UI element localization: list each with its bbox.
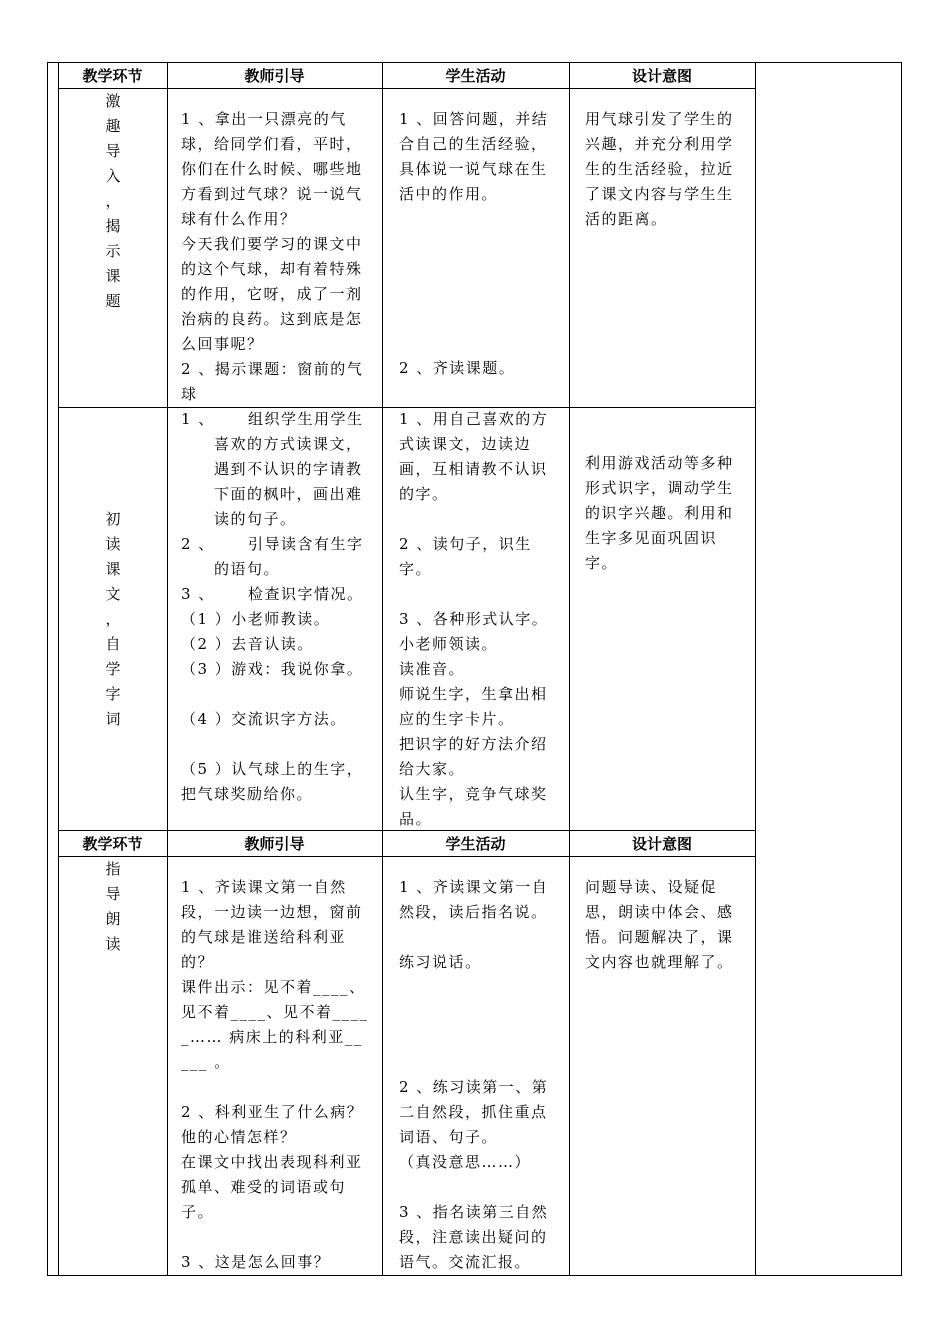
text-line: 的气球是谁送给科利亚 xyxy=(181,928,347,946)
text-line: 喜欢的方式读课文， xyxy=(214,435,363,453)
text-line: 悟。问题解决了，课 xyxy=(585,928,734,946)
text-line: 式读课文，边读边 xyxy=(399,435,532,453)
header-teacher: 教师引导 xyxy=(244,67,305,85)
section-2-teacher xyxy=(181,407,379,807)
text-line: 师说生字，生拿出相 xyxy=(399,685,548,703)
text-line: 了课文内容与学生生 xyxy=(585,185,734,203)
text-line: （3 ）游戏：我说你拿。 xyxy=(181,660,364,678)
text-line: 的语句。 xyxy=(214,560,281,578)
text-line: 合自己的生活经验， xyxy=(399,135,548,153)
text-line: 二自然段，抓住重点 xyxy=(399,1103,548,1121)
section-3-student-2 xyxy=(399,1075,564,1275)
text-line: 1 、拿出一只漂亮的气 xyxy=(181,110,347,128)
column-divider-1 xyxy=(167,62,168,1276)
label-char: 入 xyxy=(105,167,121,185)
text-line: 应的生字卡片。 xyxy=(399,710,515,728)
text-line: 1 、齐读课文第一自然 xyxy=(181,878,347,896)
text-line: 3 、各种形式认字。 xyxy=(399,610,549,628)
column-divider-2 xyxy=(382,62,383,1276)
spacer xyxy=(399,1175,564,1200)
text-line: 引导读含有生字 xyxy=(248,535,364,553)
section-1-design xyxy=(585,107,753,232)
text-line: （4 ）交流识字方法。 xyxy=(181,710,347,728)
text-line: 然段，读后指名说。 xyxy=(399,903,548,921)
section-3-student xyxy=(399,875,564,975)
text-line: 的字。 xyxy=(399,485,449,503)
item-number: 2 、 xyxy=(181,535,215,553)
section-1-student-2 xyxy=(399,356,564,381)
header-design-repeat: 设计意图 xyxy=(631,835,692,853)
text-line: 问题导读、设疑促 xyxy=(585,878,718,896)
text-line: 课件出示：见不着____、 xyxy=(181,978,366,996)
text-line: 生字多见面巩固识 xyxy=(585,529,718,547)
text-line: 孤单、难受的词语或句 xyxy=(181,1178,347,1196)
spacer xyxy=(399,925,564,950)
text-line: 的？ xyxy=(181,953,215,971)
text-line: 段，一边读一边想，窗前 xyxy=(181,903,363,921)
text-line: 么回事呢？ xyxy=(181,335,264,353)
text-line: 活的距离。 xyxy=(585,210,668,228)
header-teacher-repeat: 教师引导 xyxy=(244,835,305,853)
label-char: 词 xyxy=(105,710,121,728)
label-char: 导 xyxy=(105,142,121,160)
text-line: 小老师领读。 xyxy=(399,635,499,653)
text-line: 利用游戏活动等多种 xyxy=(585,454,734,472)
section-1-student xyxy=(399,107,564,207)
text-line: 品。 xyxy=(399,810,433,828)
text-line: 2 、齐读课题。 xyxy=(399,359,516,377)
text-line: 2 、练习读第一、第 xyxy=(399,1078,549,1096)
text-line: 练习说话。 xyxy=(399,953,482,971)
text-line: 球，给同学们看，平时， xyxy=(181,135,363,153)
text-line: 画，互相请教不认识 xyxy=(399,460,548,478)
section-1-label xyxy=(60,89,166,314)
text-line: 见不着____、见不着____ xyxy=(181,1003,369,1021)
label-char: ， xyxy=(105,192,121,210)
text-line: 把识字的好方法介绍 xyxy=(399,735,548,753)
text-line: 3 、这是怎么回事？ xyxy=(181,1253,331,1271)
column-divider-3 xyxy=(569,62,570,1276)
text-line: 的这个气球，却有着特殊 xyxy=(181,260,363,278)
text-line: 1 、回答问题，并结 xyxy=(399,110,549,128)
section-2-student xyxy=(399,407,564,832)
text-line: 生的生活经验，拉近 xyxy=(585,160,734,178)
text-line: 检查识字情况。 xyxy=(248,585,364,603)
text-line: 认生字，竞争气球奖 xyxy=(399,785,548,803)
label-char: 字 xyxy=(105,685,121,703)
text-line: 语气。交流汇报。 xyxy=(399,1253,532,1271)
label-char: 课 xyxy=(105,267,121,285)
teacher-item-3 xyxy=(181,582,379,607)
label-char: 揭 xyxy=(105,217,121,235)
spacer xyxy=(181,682,379,707)
label-char: 初 xyxy=(105,510,121,528)
label-char: 读 xyxy=(105,935,121,953)
header-student: 学生活动 xyxy=(445,67,506,85)
label-char: 导 xyxy=(105,885,121,903)
text-line: 2 、科利亚生了什么病？ xyxy=(181,1103,364,1121)
section-3-teacher xyxy=(181,875,379,1275)
text-line: （2 ）去音认读。 xyxy=(181,635,314,653)
table-right-border xyxy=(755,62,756,1276)
spacer xyxy=(181,1075,379,1100)
label-char: 趣 xyxy=(105,117,121,135)
section-3-design xyxy=(585,875,753,975)
text-line: 方看到过气球？说一说气 xyxy=(181,185,363,203)
text-line: 用气球引发了学生的 xyxy=(585,110,734,128)
text-line: 在课文中找出表现科利亚 xyxy=(181,1153,363,1171)
text-line: 段，注意读出疑问的 xyxy=(399,1228,548,1246)
text-line: ___ 。 xyxy=(181,1053,231,1071)
section-2-label xyxy=(60,507,166,732)
text-line: 今天我们要学习的课文中 xyxy=(181,235,363,253)
text-line: 2 、读句子，识生 xyxy=(399,535,532,553)
label-char: 示 xyxy=(105,242,121,260)
text-line: （5 ）认气球上的生字， xyxy=(181,760,364,778)
text-line: （1 ）小老师教读。 xyxy=(181,610,331,628)
text-line: 思，朗读中体会、感 xyxy=(585,903,734,921)
label-char: 指 xyxy=(105,860,121,878)
text-line: 治病的良药。这到底是怎 xyxy=(181,310,363,328)
text-line: _…… 病床上的科利亚__ xyxy=(181,1028,363,1046)
header-student-repeat: 学生活动 xyxy=(445,835,506,853)
text-line: 兴趣，并充分利用学 xyxy=(585,135,734,153)
header-stage-repeat: 教学环节 xyxy=(82,835,143,853)
section-3-label xyxy=(60,857,166,957)
text-line: 球 xyxy=(181,385,198,403)
text-line: 的识字兴趣。利用和 xyxy=(585,504,734,522)
text-line: 子。 xyxy=(181,1203,215,1221)
label-char: 文 xyxy=(105,585,121,603)
text-line: 下面的枫叶，画出难 xyxy=(214,485,363,503)
item-number: 1 、 xyxy=(181,410,215,428)
text-line: 读的句子。 xyxy=(214,510,297,528)
text-line: 活中的作用。 xyxy=(399,185,499,203)
text-line: 他的心情怎样？ xyxy=(181,1128,297,1146)
label-char: 自 xyxy=(105,635,121,653)
text-line: 3 、指名读第三自然 xyxy=(399,1203,549,1221)
text-line: 把气球奖励给你。 xyxy=(181,785,314,803)
text-line: 组织学生用学生 xyxy=(248,410,364,428)
text-line: 遇到不认识的字请教 xyxy=(214,460,363,478)
section-1-teacher xyxy=(181,107,376,407)
text-line: 字。 xyxy=(399,560,433,578)
label-char: 朗 xyxy=(105,910,121,928)
table-left-border xyxy=(58,62,59,1276)
text-line: 给大家。 xyxy=(399,760,466,778)
label-char: 激 xyxy=(105,92,121,110)
spacer xyxy=(181,732,379,757)
label-char: ， xyxy=(105,610,121,628)
text-line: 词语、句子。 xyxy=(399,1128,499,1146)
header-design: 设计意图 xyxy=(631,67,692,85)
header-stage: 教学环节 xyxy=(82,67,143,85)
label-char: 课 xyxy=(105,560,121,578)
teacher-item-1 xyxy=(181,407,379,532)
text-line: 2 、揭示课题：窗前的气 xyxy=(181,360,364,378)
text-line: 球有什么作用？ xyxy=(181,210,297,228)
text-line: 字。 xyxy=(585,554,619,572)
spacer xyxy=(399,507,564,532)
text-line: 1 、用自己喜欢的方 xyxy=(399,410,549,428)
text-line: 文内容也就理解了。 xyxy=(585,953,734,971)
label-char: 读 xyxy=(105,535,121,553)
label-char: 学 xyxy=(105,660,121,678)
text-line: 读准音。 xyxy=(399,660,466,678)
text-line: 具体说一说气球在生 xyxy=(399,160,548,178)
spacer xyxy=(399,582,564,607)
text-line: 形式识字，调动学生 xyxy=(585,479,734,497)
text-line: （真没意思……） xyxy=(399,1153,532,1171)
spacer xyxy=(181,1225,379,1250)
section-2-design xyxy=(585,451,753,576)
text-line: 的作用，它呀，成了一剂 xyxy=(181,285,363,303)
text-line: 1 、齐读课文第一自 xyxy=(399,878,549,896)
label-char: 题 xyxy=(105,292,121,310)
text-line: 你们在什么时候、哪些地 xyxy=(181,160,363,178)
item-number: 3 、 xyxy=(181,585,215,603)
teacher-item-2 xyxy=(181,532,379,582)
